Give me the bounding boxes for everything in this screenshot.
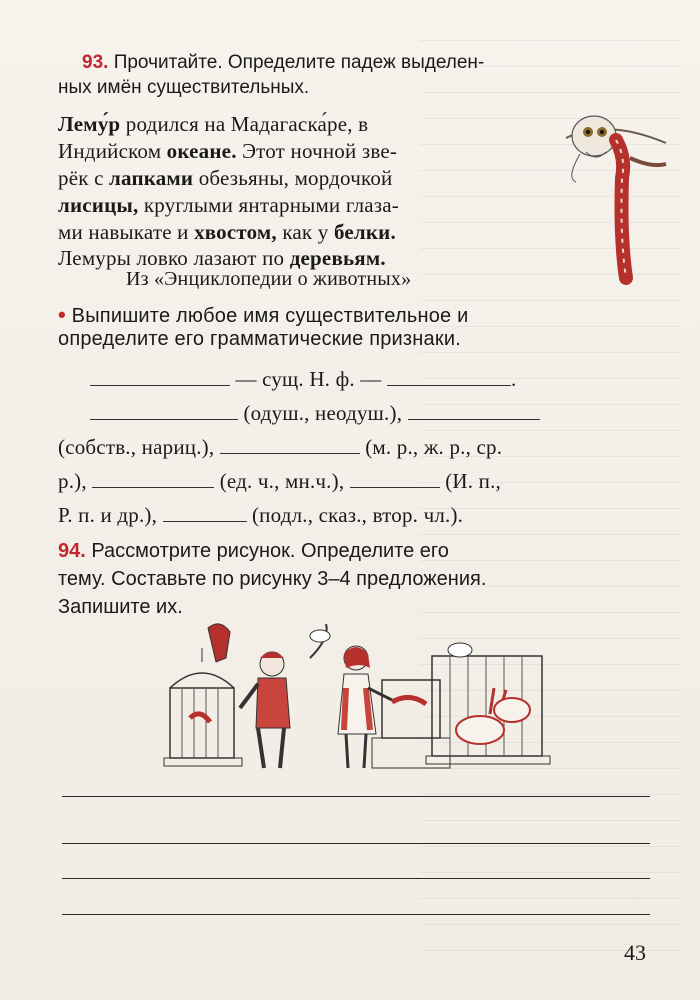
ex93-source: Из «Энциклопедии о животных» [126,268,412,290]
text-fragment: как у [276,220,334,244]
answer-blank[interactable] [408,398,540,420]
lemur-illustration [556,98,676,288]
highlighted-noun: Лему́р [58,112,121,136]
highlighted-noun: океане. [166,139,237,163]
ex94-number: 94. [58,540,86,562]
highlighted-noun: лапками [109,166,194,190]
highlighted-noun: белки. [333,220,396,244]
ex93-instruction-line2: ных имён существительных. [58,77,310,98]
aquarium-drawing [372,680,450,768]
writing-line[interactable] [62,843,650,844]
writing-line[interactable] [62,914,650,915]
boy-drawing [240,652,290,768]
ex93-number: 93. [82,52,109,73]
ex93-task-line1: • Выпишите любое имя существительное и [58,302,469,327]
answer-blank[interactable] [220,432,360,454]
ex93-text-line [58,166,392,191]
answer-blank[interactable] [90,364,230,386]
answer-blank[interactable] [92,466,214,488]
ex93-text-line [58,193,399,218]
answer-blank[interactable] [350,466,440,488]
text-fragment: рёк с [58,166,110,190]
pet-shop-illustration [160,618,560,778]
text-fragment: ми навыкате и [58,220,195,244]
text-fragment: обезьяны, мордочкой [193,166,393,190]
text-fragment: круглыми янтарными глаза- [138,193,399,217]
text-fragment: родился на Мадагаска́ре, в [120,112,369,136]
answer-blank[interactable] [387,364,511,386]
page-number: 43 [624,940,646,965]
text-fragment: Лемуры ловко лазают по [58,246,290,270]
form-line-4: р.), (ед. ч., мн.ч.), (И. п., [58,466,501,494]
bullet-icon: • [58,302,66,327]
ex94-line3: Запишите их. [58,596,183,618]
ex93-text-line [58,112,368,137]
birdcage-drawing [164,624,242,766]
writing-line[interactable] [62,878,650,879]
text-fragment: Этот ночной зве- [236,139,398,163]
ex93-instruction-line1: 93. Прочитайте. Определите падеж выделен- [82,52,485,73]
highlighted-noun: лисицы, [58,193,139,217]
text-fragment: Индийском [58,139,167,163]
ex93-text-line [58,139,397,164]
ex93-text-line [58,220,396,245]
form-line-5: Р. п. и др.), (подл., сказ., втор. чл.). [58,500,463,528]
rabbit-cage-drawing [426,643,550,764]
writing-line[interactable] [62,796,650,797]
answer-blank[interactable] [163,500,247,522]
form-line-1: — сущ. Н. ф. — . [90,364,516,392]
ex94-line1: 94. Рассмотрите рисунок. Определите его [58,540,449,562]
highlighted-noun: хвостом, [194,220,277,244]
highlighted-noun: деревьям. [289,246,386,270]
form-line-3: (собств., нариц.), (м. р., ж. р., ср. [58,432,502,460]
form-line-2: (одуш., неодуш.), [90,398,540,426]
girl-drawing [338,646,396,768]
answer-blank[interactable] [90,398,238,420]
ex94-line2: тему. Составьте по рисунку 3–4 предложения. [58,568,487,590]
ex93-task-line2: определите его грамматические признаки. [58,328,461,350]
